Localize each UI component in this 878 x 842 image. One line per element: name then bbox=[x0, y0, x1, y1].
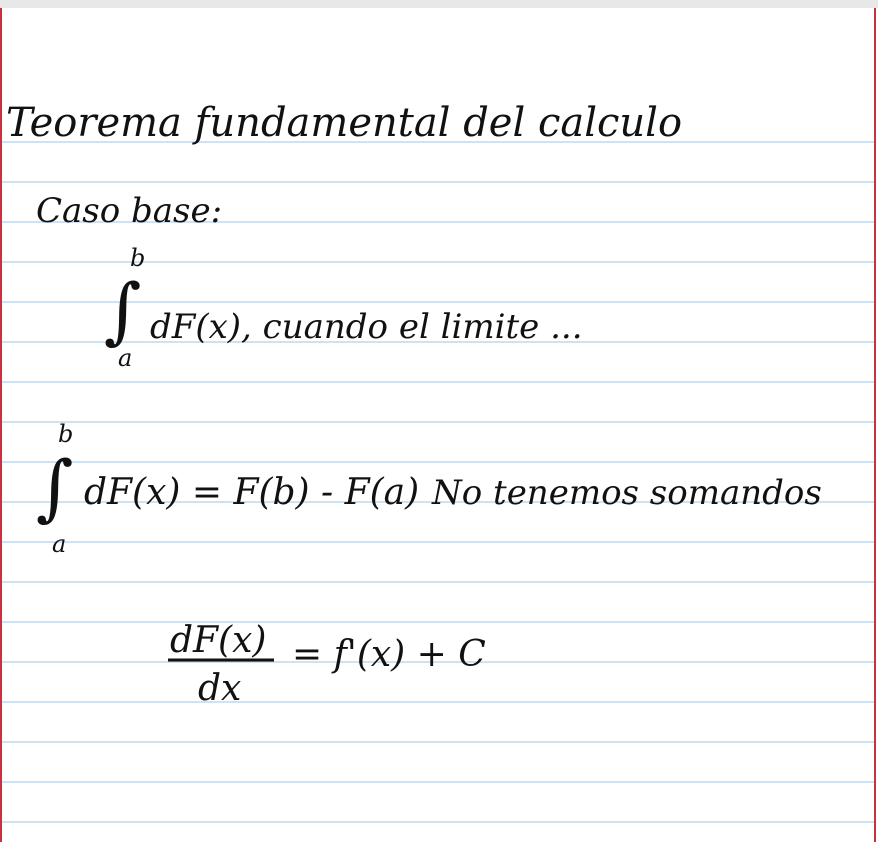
derivative-numerator: dF(x) bbox=[170, 620, 267, 661]
integral-sign-2: ∫ bbox=[36, 445, 74, 529]
integral2-lower-limit: a bbox=[52, 530, 67, 558]
integral1-lower-limit: a bbox=[118, 344, 133, 372]
integral1-upper-limit: b bbox=[130, 244, 146, 272]
case-label: Caso base: bbox=[36, 191, 223, 231]
integral2-upper-limit: b bbox=[58, 420, 74, 448]
integral2-expression: dF(x) = F(b) - F(a) bbox=[84, 472, 420, 513]
derivative-denominator: dx bbox=[198, 668, 242, 709]
derivative-rhs: = f'(x) + C bbox=[292, 634, 486, 675]
integral2-comment: No tenemos somandos bbox=[432, 473, 822, 513]
integral1-expression: dF(x), cuando el limite ... bbox=[150, 307, 583, 347]
integral-sign-1: ∫ bbox=[104, 268, 142, 352]
note-title: Teorema fundamental del calculo bbox=[6, 100, 683, 146]
